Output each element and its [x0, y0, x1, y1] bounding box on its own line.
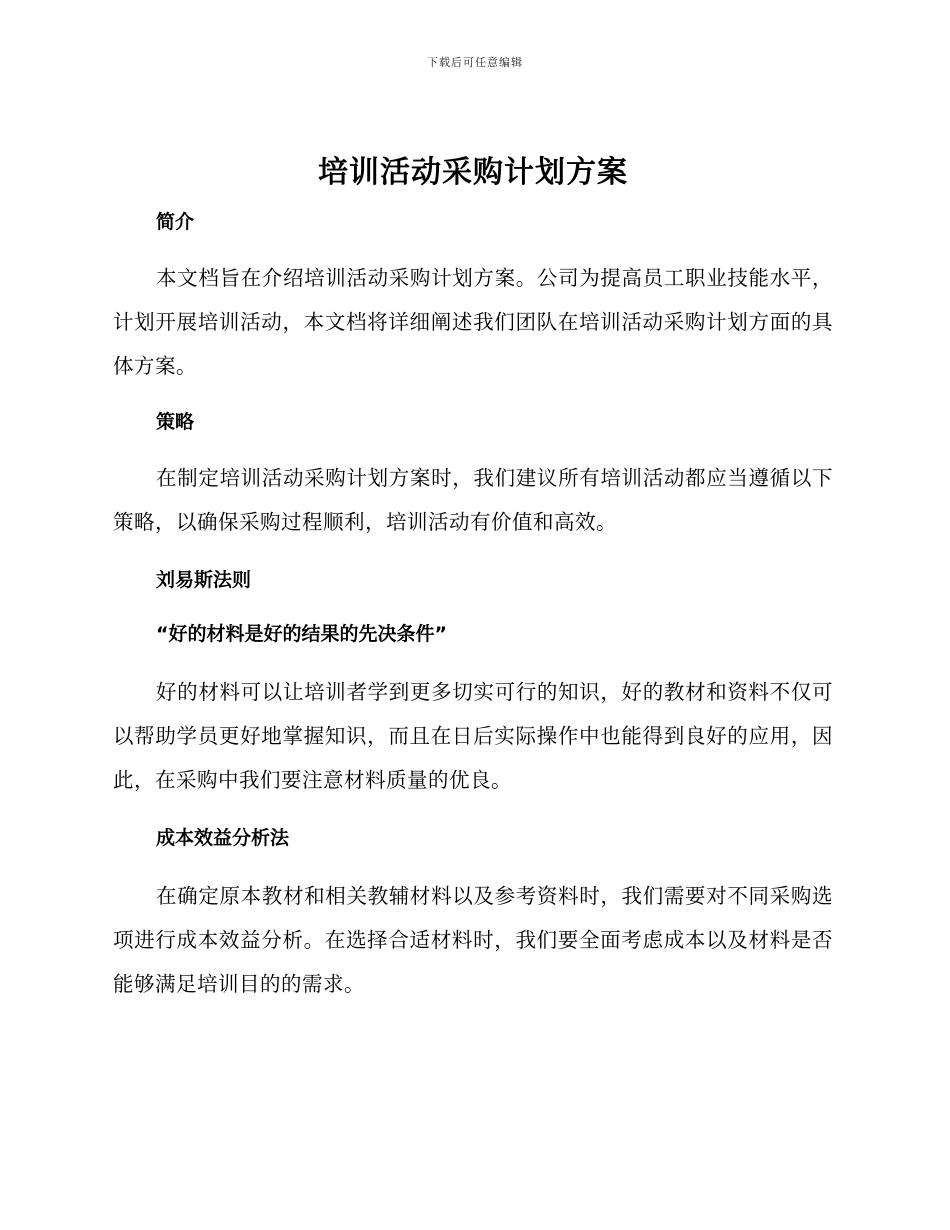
section-heading-cost-benefit: 成本效益分析法 — [156, 827, 290, 849]
document-title: 培训活动采购计划方案 — [318, 155, 628, 190]
section-paragraph-intro: 本文档旨在介绍培训活动采购计划方案。公司为提高员工职业技能水平，计划开展培训活动，本文档将详细阐述我们团队在培训活动采购计划方面的具体方案。 — [113, 266, 833, 378]
section-paragraph-strategy: 在制定培训活动采购计划方案时，我们建议所有培训活动都应当遵循以下策略，以确保采购过程顺利，培训活动有价值和高效。 — [113, 466, 833, 534]
section-paragraph-cost-benefit: 在确定原本教材和相关教辅材料以及参考资料时，我们需要对不同采购选项进行成本效益分析。在选择合适材料时，我们要全面考虑成本以及材料是否能够满足培训目的的需求。 — [113, 884, 833, 996]
section-heading-quote: “好的材料是好的结果的先决条件” — [156, 623, 447, 645]
page-header-note: 下载后可任意编辑 — [427, 56, 523, 69]
section-heading-strategy: 策略 — [156, 411, 195, 433]
section-heading-intro: 简介 — [156, 211, 195, 233]
document-body — [113, 150, 833, 1006]
section-paragraph-materials: 好的材料可以让培训者学到更多切实可行的知识，好的教材和资料不仅可以帮助学员更好地掌握知识，而且在日后实际操作中也能得到良好的应用，因此，在采购中我们要注意材料质量的优良。 — [113, 680, 833, 792]
section-heading-lewis-rule: 刘易斯法则 — [156, 569, 252, 591]
